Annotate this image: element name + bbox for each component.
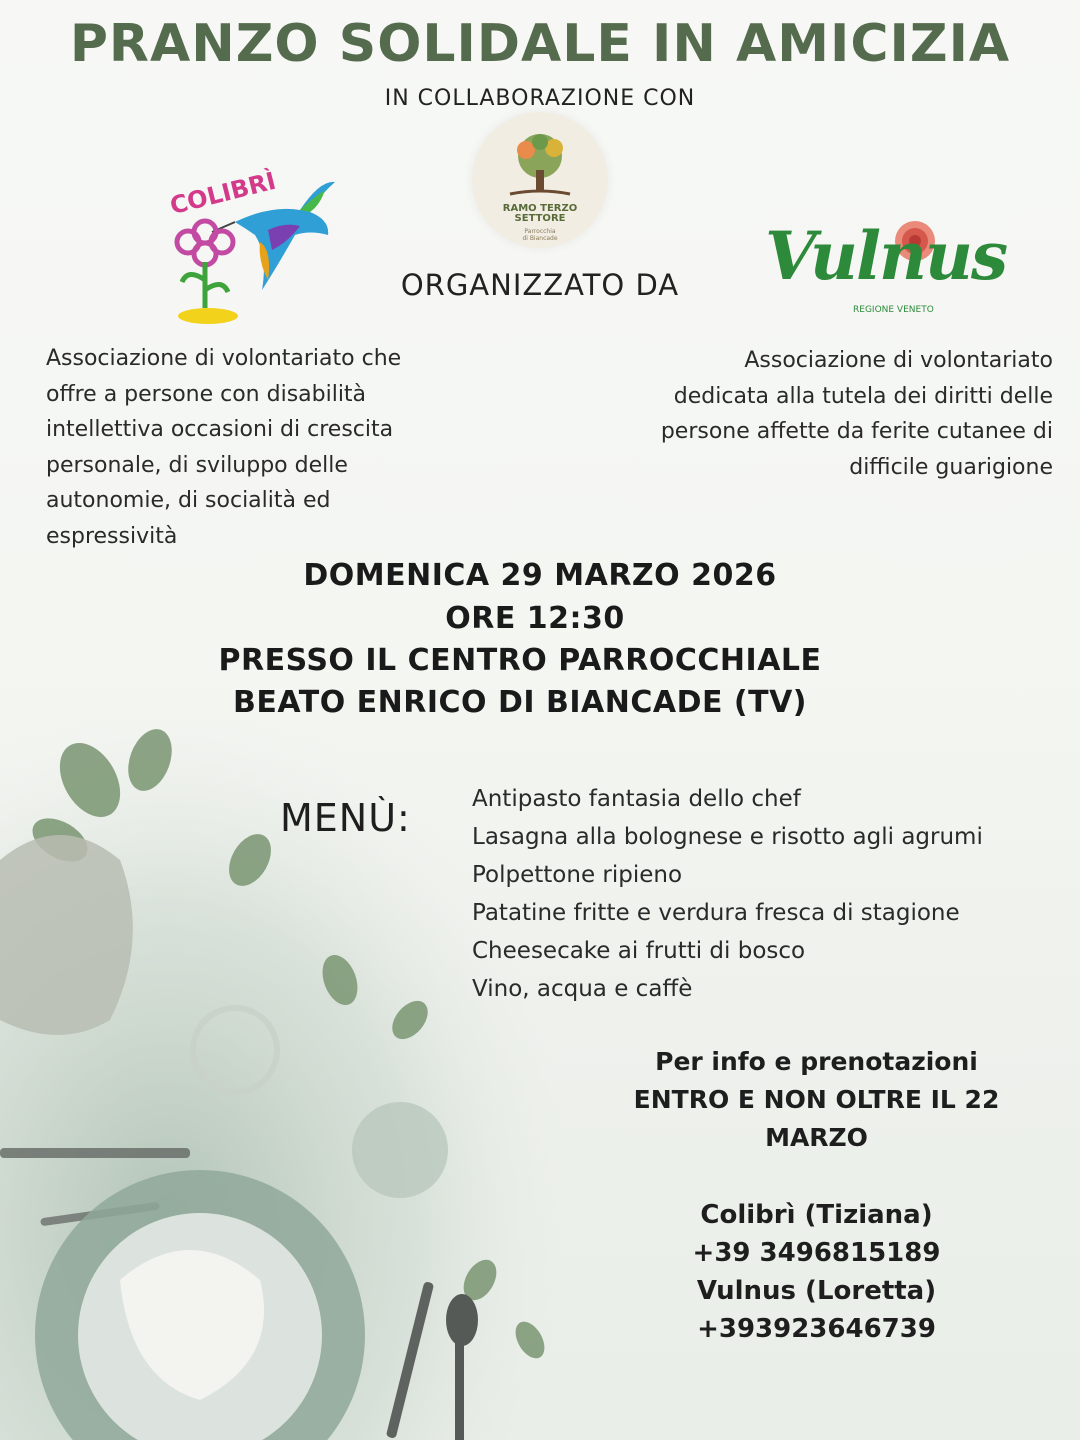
menu-item: Vino, acqua e caffè [472,976,693,1002]
menu-item: Lasagna alla bolognese e risotto agli agrumi [472,824,983,850]
event-time: ORE 12:30 [445,601,625,636]
tree-icon [500,130,580,202]
ramo-name-line1: RAMO TERZO [502,203,578,214]
event-date: DOMENICA 29 MARZO 2026 [303,558,777,593]
colibri-logo [160,150,350,330]
info-heading: Per info e prenotazioni [655,1047,978,1076]
vulnus-logo-text: Vulnus [765,217,1007,295]
vulnus-description-line: Associazione di volontariato [744,348,1053,373]
colibri-logo-text: COLIBRÌ [167,166,279,221]
colibri-description-line: autonomie, di socialità ed [46,488,331,513]
vulnus-description-line: difficile guarigione [849,454,1053,480]
contact-phone[interactable]: +39 3496815189 [692,1238,941,1268]
flower-icon [177,221,238,324]
menu-list [472,780,983,1008]
colibri-description-line: intellettiva occasioni di crescita [46,417,394,442]
event-place-line1: PRESSO IL CENTRO PARROCCHIALE [218,643,822,678]
organized-by-label: ORGANIZZATO DA [400,268,680,302]
vulnus-logo [765,215,1007,320]
colibri-description-line: espressività [46,523,178,549]
page-title: PRANZO SOLIDALE IN AMICIZIA [69,14,1011,74]
contact-name: Vulnus (Loretta) [696,1276,937,1306]
vulnus-description [620,343,1053,485]
contact-phone[interactable]: +393923646739 [697,1314,936,1344]
collaboration-label: IN COLLABORAZIONE CON [384,86,696,111]
menu-label: MENÙ: [280,796,411,840]
ramo-logo [472,112,608,248]
ramo-logo-subtitle [472,228,608,242]
ramo-name-line2: SETTORE [514,213,566,224]
event-place-line2: BEATO ENRICO DI BIANCADE (TV) [232,685,808,720]
ramo-sub-line1: Parrocchia [524,228,556,235]
colibri-description-line: personale, di sviluppo delle [46,452,348,478]
info-deadline-line2: MARZO [765,1123,868,1152]
ramo-logo-name [472,204,608,224]
ramo-sub-line2: di Biancade [522,235,558,242]
colibri-description-line: offre a persone con disabilità [46,381,367,407]
info-deadline-line1: ENTRO E NON OLTRE IL 22 [633,1085,1000,1114]
menu-item: Cheesecake ai frutti di bosco [472,938,806,964]
menu-item: Patatine fritte e verdura fresca di stagione [472,900,960,926]
vulnus-region-label: REGIONE VENETO [853,305,934,315]
colibri-description [46,341,446,554]
colibri-description-line: Associazione di volontariato che [46,346,402,371]
vulnus-description-line: dedicata alla tutela dei diritti delle [673,383,1053,409]
vulnus-description-line: persone affette da ferite cutanee di [660,419,1053,444]
contact-name: Colibrì (Tiziana) [700,1200,933,1230]
menu-item: Polpettone ripieno [472,862,683,888]
napkin-icon [0,835,133,1035]
menu-item: Antipasto fantasia dello chef [472,786,801,812]
